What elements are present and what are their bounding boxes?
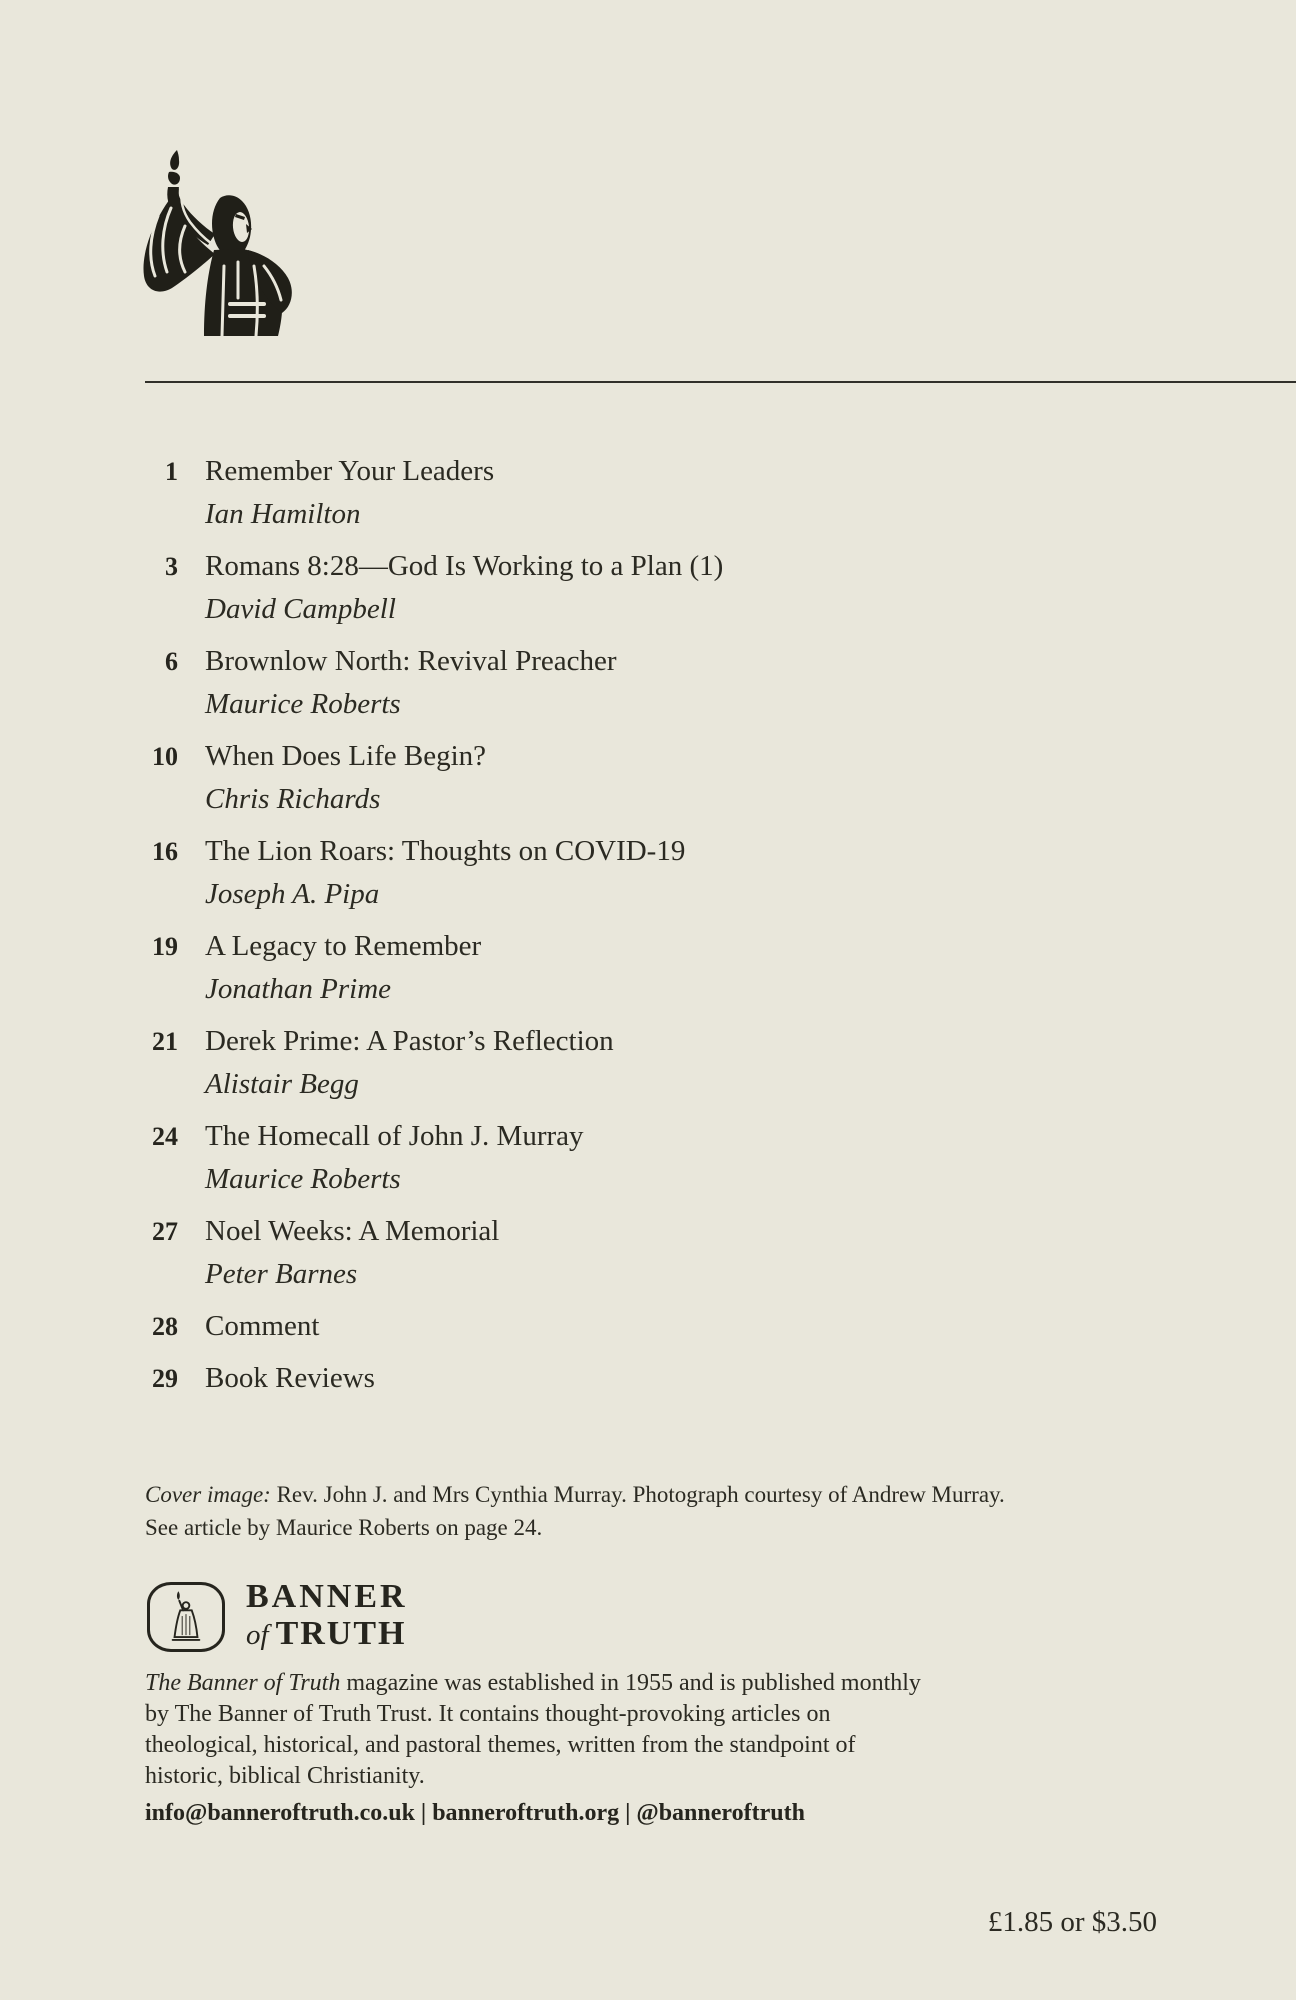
- toc-page-number: 29: [152, 1364, 178, 1393]
- toc-entry: [120, 830, 1170, 916]
- toc-entry-body: [205, 1020, 614, 1106]
- toc-entry: [120, 1210, 1170, 1296]
- toc-page-number: 28: [152, 1312, 178, 1341]
- toc-author: Ian Hamilton: [205, 498, 361, 530]
- toc-page-number: 6: [165, 647, 178, 676]
- toc-entry: [120, 450, 1170, 536]
- cover-image-note: [145, 1478, 1205, 1544]
- toc-entry: [120, 640, 1170, 726]
- toc-page-number: 21: [152, 1027, 178, 1056]
- toc-title: Romans 8:28—God Is Working to a Plan (1): [205, 550, 724, 582]
- preacher-torch-icon: [130, 150, 298, 336]
- toc-page-number: 3: [165, 552, 178, 581]
- toc-author: Maurice Roberts: [205, 1163, 401, 1195]
- toc-entry-body: [205, 545, 723, 631]
- publisher-blurb: [145, 1668, 1065, 1792]
- toc-entry-body: [205, 1210, 499, 1296]
- toc-entry-body: [205, 925, 481, 1011]
- price-label: £1.85 or $3.50: [987, 1906, 1157, 1938]
- toc-page-number: 1: [165, 457, 178, 486]
- toc-author: Chris Richards: [205, 783, 381, 815]
- blurb-line1: [145, 1668, 1065, 1699]
- logo-word-of-truth: [246, 1615, 408, 1654]
- toc-entry: [120, 1115, 1170, 1201]
- toc-entry: [120, 545, 1170, 631]
- toc-entry-body: [205, 1357, 375, 1400]
- toc-entry: [120, 1305, 1170, 1348]
- toc-author: Peter Barnes: [205, 1258, 358, 1290]
- toc-author: Jonathan Prime: [205, 973, 392, 1005]
- toc-entry-body: [205, 1115, 584, 1201]
- cover-note-line2: See article by Maurice Roberts on page 24.: [145, 1515, 543, 1540]
- toc-title: Noel Weeks: A Memorial: [205, 1215, 500, 1247]
- logo-word-truth: TRUTH: [275, 1615, 407, 1652]
- preacher-torch-figure-illustration: [130, 150, 298, 338]
- toc-page-number: 27: [152, 1217, 178, 1246]
- blurb-line1-rest: magazine was established in 1955 and is published monthly: [340, 1670, 921, 1696]
- toc-entry-body: [205, 735, 486, 821]
- toc-entry-body: [205, 1305, 319, 1348]
- toc-list: [120, 450, 1170, 1409]
- toc-author: Alistair Begg: [205, 1068, 359, 1100]
- logo-mark-frame: [147, 1582, 225, 1652]
- cover-image-label: Cover image:: [145, 1482, 271, 1507]
- blurb-line3: theological, historical, and pastoral themes, written from the standpoint of: [145, 1732, 856, 1758]
- toc-title: The Lion Roars: Thoughts on COVID-19: [205, 835, 686, 867]
- toc-entry: [120, 1020, 1170, 1106]
- logo-wordmark: [246, 1579, 408, 1654]
- toc-page-number: 24: [152, 1122, 178, 1151]
- cover-note-line1-text: Rev. John J. and Mrs Cynthia Murray. Photograph courtesy of Andrew Murray.: [270, 1482, 1005, 1507]
- toc-entry-body: [205, 830, 685, 916]
- toc-author: Joseph A. Pipa: [205, 878, 380, 910]
- blurb-line2: by The Banner of Truth Trust. It contains thought-provoking articles on: [145, 1701, 831, 1727]
- toc-entry: [120, 1357, 1170, 1400]
- toc-page-number: 19: [152, 932, 178, 961]
- toc-title: Remember Your Leaders: [205, 455, 495, 487]
- contact-line: info@banneroftruth.co.uk | banneroftruth.org | @banneroftruth: [145, 1800, 805, 1826]
- toc-title: The Homecall of John J. Murray: [205, 1120, 584, 1152]
- toc-entry-body: [205, 450, 494, 536]
- toc-author: Maurice Roberts: [205, 688, 401, 720]
- toc-entry: [120, 925, 1170, 1011]
- logo-word-banner: BANNER: [246, 1578, 408, 1615]
- toc-page-number: 16: [152, 837, 178, 866]
- logo-figure-icon: [165, 1589, 207, 1645]
- toc-title: Derek Prime: A Pastor’s Reflection: [205, 1025, 614, 1057]
- toc-title: A Legacy to Remember: [205, 930, 482, 962]
- toc-title: Comment: [205, 1310, 320, 1342]
- toc-page-number: 10: [152, 742, 178, 771]
- blurb-line4: historic, biblical Christianity.: [145, 1763, 425, 1789]
- toc-author: David Campbell: [205, 593, 396, 625]
- toc-title: Book Reviews: [205, 1362, 375, 1394]
- logo-word-of: of: [246, 1619, 269, 1651]
- blurb-title-italic: The Banner of Truth: [145, 1670, 341, 1696]
- toc-title: Brownlow North: Revival Preacher: [205, 645, 617, 677]
- cover-note-line1: [145, 1478, 1205, 1511]
- divider-rule: [145, 381, 1296, 383]
- toc-title: When Does Life Begin?: [205, 740, 487, 772]
- toc-entry: [120, 735, 1170, 821]
- toc-entry-body: [205, 640, 617, 726]
